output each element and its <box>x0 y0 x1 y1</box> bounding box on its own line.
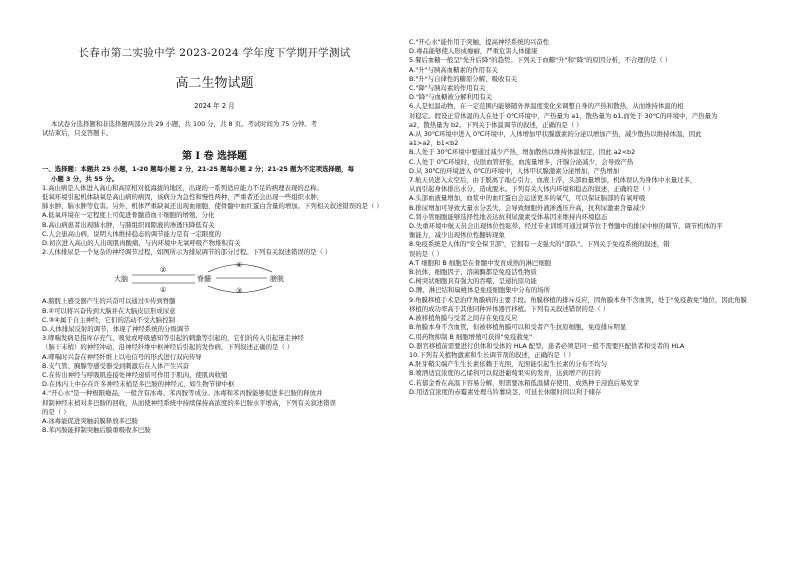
question-line: 9.角膜移植手术是治疗角膜病的主要手段。角膜移植的排斥反应，因角膜本身不含血管，处于"免疫赦免"地位，因此角膜 <box>409 295 747 304</box>
exam-title: 长春市第二实验中学 2023-2024 学年度下学期开学测试 <box>78 47 351 59</box>
question-line: 对稳定。假设正常体温的人在处于 0℃环境中，产热量为 a1，散热量为 b1,而处于 30℃的环境中，产热量为 <box>409 111 718 120</box>
question-line: a1>a2，b1<b2 <box>409 139 459 148</box>
question-line: C.在传出神经与呼吸肌连接处神经递质可作用于肌肉，使肌肉收缩 <box>42 371 228 380</box>
question-line: 2.人体排尿是一个复杂的神经调节过程，如图所示为排尿调节的部分过程。下列有关叙述错误的是（ ） <box>42 248 332 257</box>
question-line: 低氧环境引起机体缺氧是高山病的病因，该病分为急性和慢性两种，严重者还会出现一些组织水肿， <box>42 193 324 202</box>
section-intro: 小题 3 分，共 55 分。 <box>51 174 118 183</box>
question-line: D.从 30℃的环境进入 0℃的环境中，人体甲状腺激素分泌增加，产热增加 <box>409 166 620 175</box>
question-line: B.②可以将兴奋传到大脑并在大脑皮层形成尿意 <box>42 306 176 315</box>
question-line: 3.哮喘发病是指库存充气、嗅觉或呼吸感知等引起的刺激等引起的，它们的传入引起迷走神经 <box>42 334 304 343</box>
question-line: B.喷洒适宜浓度的乙烯利可以促进葡萄果实的发育，达到增产的目的 <box>409 369 601 378</box>
question-line: B.人处于 30℃环境中要通过减少产热，增加散热以维持体温恒定，因此 a2<b2 <box>409 148 636 157</box>
diagram-label-spinal: 脊髓 <box>197 275 211 284</box>
diagram-label-brain: 大脑 <box>114 275 128 284</box>
question-line: D."降"与血糖被分解利用有关 <box>409 93 493 102</box>
question-line: B.抗体、细胞因子、溶菌酶都是免疫活性物质 <box>409 268 537 277</box>
question-line: C.人处于 0℃环境时，皮肤血管舒张，血流量增多，汗腺分泌减少，会导致产热 <box>409 157 634 166</box>
left-column <box>0 0 397 435</box>
question-line: B.高山病患者出现肺水肿，与肺组织间隙液的渗透压降低有关 <box>42 220 215 229</box>
question-line: B.支气管、胸腺等感受器受到刺激后在人体产生兴奋 <box>42 361 190 370</box>
question-line: D.脾、淋巴结和扁桃体是免疫细胞集中分布的场所 <box>409 286 551 295</box>
urination-diagram <box>112 259 312 295</box>
question-line: 衡能力，减少出现体位性翻转现象 <box>409 231 505 240</box>
question-line: D.人体排尿反射的调节，体现了神经系统的分级调节 <box>42 325 190 334</box>
question-line: A.膀胱上感受器产生的兴奋可以通过①传到脊髓 <box>42 297 176 306</box>
section-title: 第 I 卷 选择题 <box>181 151 248 163</box>
question-line: A.冰毒能促进突触前膜释放多巴胺 <box>42 417 138 426</box>
question-line: D.初次进入高山的人出现肌肉酸痛，与内环境中无氧呼吸产物堆积有关 <box>42 239 241 248</box>
question-line: 4."开心水"是一种极限瘾品，一般含有冰毒、苯丙胺等成分。冰毒和苯丙胺能够促进多巴胺的释放并 <box>42 389 323 398</box>
question-line: C."降"与胰岛素的作用有关 <box>409 84 486 93</box>
exam-date: 2024 年 2 月 <box>194 102 235 110</box>
question-line: B.苯丙胺能抑制突触后膜重吸收多巴胺 <box>42 426 151 435</box>
question-line: D.失重环境中航天员会出现体位性眩晕，经过专业训练可通过调节位于脊髓中的排尿中枢的调节，调节机体的平 <box>409 222 723 231</box>
question-line: 10.下列有关植物激素和生长调节剂的叙述，正确的是（ ） <box>409 350 575 359</box>
diagram-number: ③ <box>236 287 243 296</box>
question-line: 误的是（ ） <box>409 249 443 258</box>
diagram-number: ① <box>160 286 167 295</box>
question-line: 的是（ ） <box>42 407 70 416</box>
question-line: A.低氧环境在一定程度上可促进骨髓造血干细胞的增殖、分化 <box>42 211 215 220</box>
question-line: 8.免疫系统是人体的"安全保卫部"，它拥有一支强大的"部队"。下列关于免疫系统的叙述，错 <box>409 240 670 249</box>
instructions <box>42 120 387 138</box>
diagram-label-bladder: 膀胱 <box>270 275 284 284</box>
question-line: A.被移植角膜与受者之间存在免疫反应 <box>409 314 518 323</box>
diagram-number: ② <box>160 266 167 275</box>
question-line: 5.餐后血糖一般呈"先升后降"的趋势。下列关于血糖"升"和"降"的原因分析，不合理的是（ ） <box>409 56 672 65</box>
question-line: A.哮喘时兴奋在神经纤维上以电信号的形式进行双向传导 <box>42 352 202 361</box>
question-line: D.用适宜浓度的赤霉素处理马铃薯块茎，可延长休眠时间以利于储存 <box>409 387 602 396</box>
question-line: 从而引起身体排出水分，造成脱水。下列有关人体内环境和稳态的叙述，正确的是（ ） <box>409 185 654 194</box>
question-line: A.T 细胞和 B 细胞是在骨髓中发育成熟的淋巴细胞 <box>409 258 552 267</box>
instruction-line: 本试卷分选择题和非选择题两部分共 29 小题，共 100 分，共 8 页。考试时间为 75 分钟。考 <box>51 120 318 128</box>
question-line: A.从 30℃环境中进入 0℃环境中，人体增加甲状腺激素的分泌以增加产热，减少散热以维持体温，因此 <box>409 130 702 139</box>
subject-title: 高二生物试题 <box>175 76 254 91</box>
section-intro: 一、选择题：本题共 25 小题，1-20 题每小题 2 分，21-25 题每小题 2 分；21-25 题为不定项选择题，每 <box>42 165 354 174</box>
question-line: 7.航天员进入太空后，由于脱离了地心引力，血液上浮，头部血量增加，机体误认为身体中水量过多， <box>409 176 697 185</box>
question-line: D.在体内上中存在许多神经末梢是多巴胺的神经元，如生物节律中枢 <box>42 380 235 389</box>
question-line: a2，散热量为 b2。下列关于体温调节的叙述，正确的是（ ） <box>409 120 583 129</box>
instruction-line: 试结束后，只交答题卡。 <box>42 129 113 138</box>
question-line: D.毒品能够使人形成瘾癖，严重危害人体健康 <box>409 47 538 56</box>
diagram-number: ④ <box>236 261 243 270</box>
question-line: B."升"与自律性的糖原分解、吸收有关 <box>409 74 518 83</box>
question-line: C.肾小管细胞能够选择性地表达抗利尿激素受体基因来维持内环境稳态 <box>409 212 608 221</box>
question-line: A.头部血液量增加，血浆中的血红蛋白会运送更多的氧气，可以保证脑部的有氧呼吸 <box>409 194 646 203</box>
question-line: C.若郁金香在高温下容易分解，则需要冰箱低温储存使用，成熟种子浸泡后易发芽 <box>409 378 640 387</box>
question-line: 移植的成功率高于其他同种异体器官移植。下列有关叙述错误的是（ ） <box>409 304 610 313</box>
question-line: D.器官移植前需要进行供体和受体的 HLA 配型，患者必须是同一般不需要匹配供者和受者的 HLA <box>409 341 685 350</box>
question-line: C.③④属于自主神经，它们的活动不受大脑控制 <box>42 315 175 324</box>
question-block-a <box>42 184 387 258</box>
question-line: 抑制神经末梢对多巴胺的回收，从而使神经系统中持续保持高浓度的多巴胺水平增高，下列有关叙述错误 <box>42 398 336 407</box>
question-line: （脑干末梢）的神经冲动，沿神经纤维中枢神经后引起的发作病，下列叙述正确的是（ ） <box>42 343 294 352</box>
question-line: 6.人是恒温动物，在一定范围内能够随外界温度变化来调整自身的产热和散热，从而维持体温的相 <box>409 102 684 111</box>
question-line: B.排尿增加可导致大量水分丢失，会导致细胞外液渗透压升高，抗利尿激素含量减少 <box>409 203 646 212</box>
question-line: C.用药物抑制 B 细胞增殖可获得"免疫赦免" <box>409 332 533 341</box>
question-line: A."升"与胰高血糖素的作用有关 <box>409 65 498 74</box>
right-column <box>397 0 794 397</box>
question-line: 1.高山病是人体进入高山和高原相对低海拔的地区，出现的一系列适应能力不足的病理表现的总称。 <box>42 183 323 192</box>
question-block-b <box>42 297 387 435</box>
question-line: A.胚芽鞘尖端产生生长素依赖于光照，光照能引起生长素的分布不均匀 <box>409 360 608 369</box>
question-line: C."开心水"能作用于突触，提高神经系统的兴奋性 <box>409 38 550 46</box>
question-line: C.人会患高山病，说明人体维持稳态的调节能力是有一定限度的 <box>42 229 222 238</box>
question-line: B.角膜本身不含血管，但被移植角膜可以和受者产生抗原细胞，免疫排斥明显 <box>409 323 627 332</box>
question-line: 肺水肿、脑水肿等危害。另外，机体严重缺氧还出现血细胞，使骨髓中血红蛋白含量的增加。下列相关叙述错误的是（ ） <box>42 202 383 211</box>
question-line: C.树突状细胞具有强大的吞噬、呈递抗原功能 <box>409 277 537 286</box>
